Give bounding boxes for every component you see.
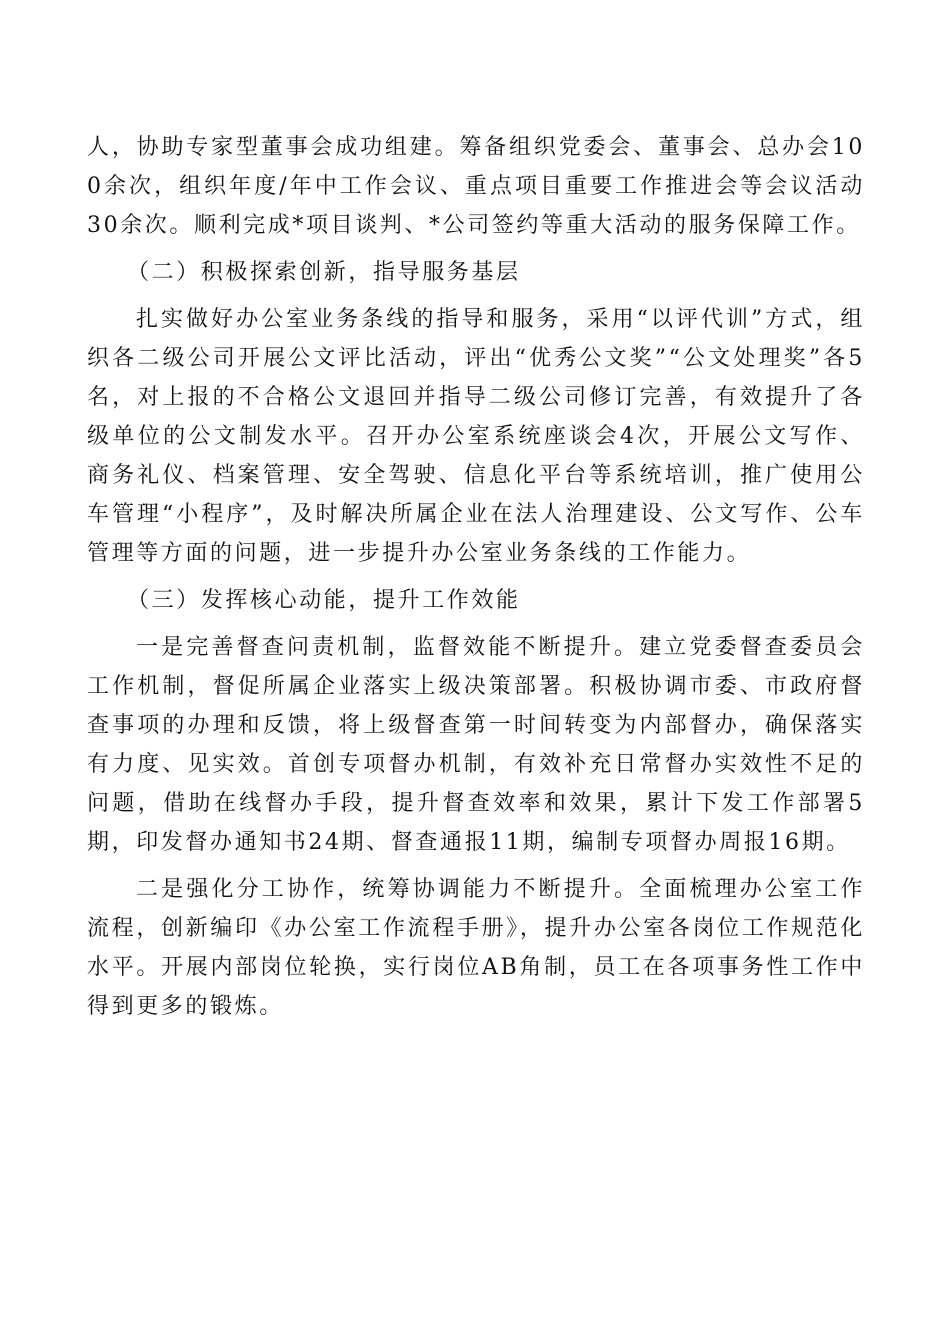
body-paragraph: 扎实做好办公室业务条线的指导和服务，采用“以评代训”方式，组织各二级公司开展公文评比活动，评出“优秀公文奖”“公文处理奖”各5名，对上报的不合格公文退回并指导二级公司修订完善，有效提升了各级单位的公文制发水平。召开办公室系统座谈会4次，开展公文写作、商务礼仪、档案管理、安全驾驶、信息化平台等系统培训，推广使用公车管理“小程序”，及时解决所属企业在法人治理建设、公文写作、公车管理等方面的问题，进一步提升办公室业务条线的工作能力。 [87, 307, 865, 566]
paragraph-gap [87, 245, 865, 253]
paragraph-gap [87, 573, 865, 581]
body-paragraph: 一是完善督查问责机制，监督效能不断提升。建立党委督查委员会工作机制，督促所属企业落实上级决策部署。积极协调市委、市政府督查事项的办理和反馈，将上级督查第一时间转变为内部督办，确保落实有力度、见实效。首创专项督办机制，有效补充日常督办实效性不足的问题，借助在线督办手段，提升督查效率和效果，累计下发工作部署5期，印发督办通知书24期、督查通报11期，编制专项督办周报16期。 [87, 635, 865, 855]
paragraph-gap [87, 862, 865, 870]
body-paragraph-continuation: 人，协助专家型董事会成功组建。筹备组织党委会、董事会、总办会100余次，组织年度/年中工作会议、重点项目重要工作推进会等会议活动30余次。顺利完成*项目谈判、*公司签约等重大活动的服务保障工作。 [87, 135, 865, 238]
body-paragraph: 二是强化分工协作，统筹协调能力不断提升。全面梳理办公室工作流程，创新编印《办公室工作流程手册》，提升办公室各岗位工作规范化水平。开展内部岗位轮换，实行岗位AB角制，员工在各项事务性工作中得到更多的锻炼。 [87, 877, 865, 1019]
section-heading-3: （三）发挥核心动能，提升工作效能 [127, 588, 521, 613]
paragraph-gap [87, 620, 865, 628]
paragraph-gap [87, 292, 865, 300]
section-heading-2: （二）积极探索创新，指导服务基层 [127, 260, 521, 285]
document-page [87, 128, 865, 1026]
